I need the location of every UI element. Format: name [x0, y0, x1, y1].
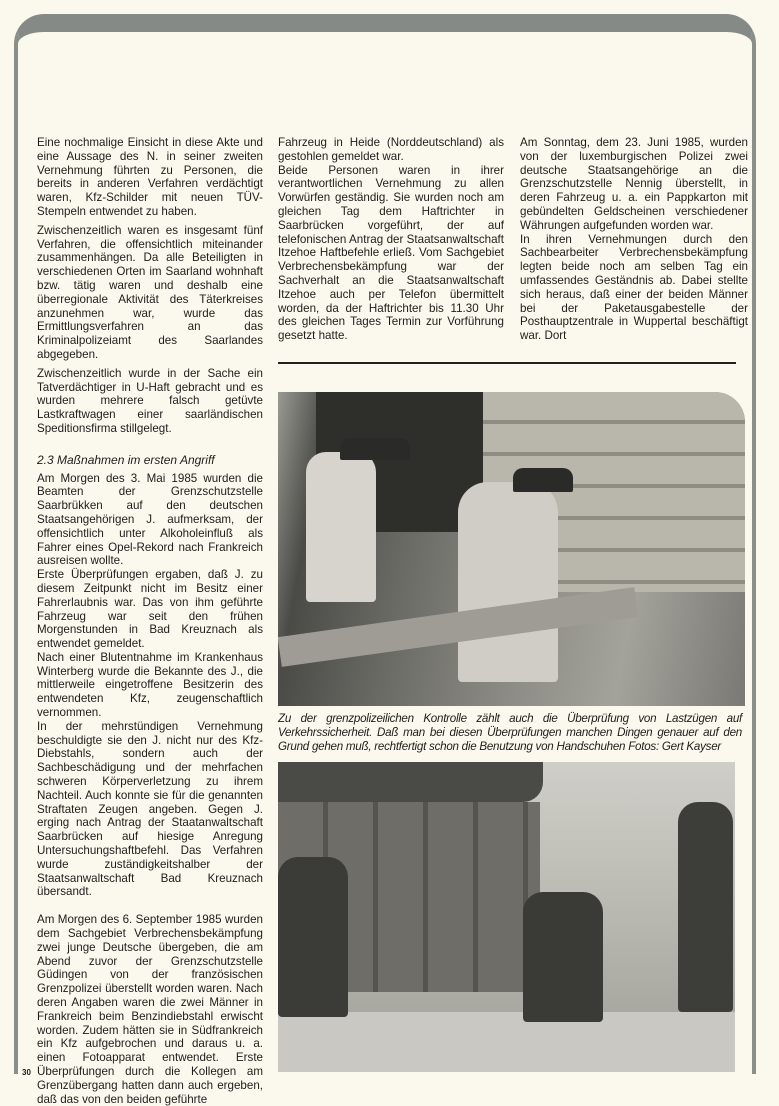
paragraph: In ihren Vernehmungen durch den Sachbearbeiter Verbrechensbekämpfung legten beide noch am selben Tag ein umfassendes Geständnis ab. Dabei stellte sich heraus, daß einer der beiden Männer bei der Paketausgabestelle der Posthauptzentrale in Wuppertal beschäftigt war. Dort [520, 232, 748, 343]
paragraph: Zwischenzeitlich wurde in der Sache ein Tatverdächtiger in U-Haft gebracht und es wurden mehrere falsch getüvte Lastkraftwagen einer saarländischen Speditionsfirma stillgelegt. [37, 366, 263, 435]
photo-caption: Zu der grenzpolizeilichen Kontrolle zählt auch die Überprüfung von Lastzügen auf Verkehrssicherheit. Daß man bei diesen Überprüfungen manchen Dingen genauer auf den Grund gehen muß, rechtfertigt schon die Benutzung von Handschuhen Fotos: Gert Kayser [278, 712, 742, 753]
paragraph: Beide Personen waren in ihrer verantwortlichen Vernehmung zu allen Vorwürfen geständig. Sie wurden noch am gleichen Tag dem Haftrichter in Saarbrücken vorgeführt, der auf telefonischen Antrag der Staatsanwaltschaft Itzehoe Haftbefehle erließ. Vom Sachgebiet Verbrechensbekämpfung war der Sachverhalt an die Staatsanwaltschaft Itzehoe auch per Telefon übermittelt worden, da der Haftrichter bis 11.30 Uhr des gleichen Tages Termin zur Vorführung gesetzt hatte. [278, 163, 504, 343]
photo-officer-crouching-1 [278, 857, 348, 1017]
photo-officer-2 [458, 482, 558, 682]
text-column-3 [520, 136, 748, 343]
text-column-2 [278, 136, 504, 343]
page-number: 30 [22, 1068, 31, 1077]
photo-officer-standing [678, 802, 733, 1012]
text-column-1 [37, 136, 263, 1106]
paragraph: Nach einer Blutentnahme im Krankenhaus Winterberg wurde die Bekannte des J., die mittlerweile eingetroffene Besitzerin des entwendeten Kfz, zeugenschaftlich vernommen. [37, 650, 263, 720]
photo-cap-1 [340, 438, 410, 460]
photo-ground [278, 1012, 735, 1072]
photo-truck-inspection-officers [278, 392, 745, 706]
photo-tarp [278, 762, 543, 802]
photo-officer-1 [306, 452, 376, 602]
paragraph: Erste Überprüfungen ergaben, daß J. zu diesem Zeitpunkt nicht im Besitz einer Fahrerlaubnis war. Das von ihm geführte Fahrzeug war seit den frühen Morgenstunden in Bad Kreuznach als entwendet gemeldet. [37, 568, 263, 651]
paragraph: Zwischenzeitlich waren es insgesamt fünf Verfahren, die offensichtlich miteinander zusammenhängen. Da alle Beteiligten in verschiedenen Orten im Saarland wohnhaft bzw. tätig waren und deshalb eine überregionale Aktivität des Täterkreises anzunehmen war, wurde das Ermittlungsverfahren an das Kriminalpolizeiamt des Saarlandes abgegeben. [37, 223, 263, 361]
paragraph: Eine nochmalige Einsicht in diese Akte und eine Aussage des N. in seiner zweiten Vernehmung führten zu Personen, die bereits in anderen Verfahren verdächtigt waren, Kfz-Schilder mit neuen TÜV-Stempeln entwendet zu haben. [37, 136, 263, 218]
paragraph: Am Morgen des 6. September 1985 wurden dem Sachgebiet Verbrechensbekämpfung zwei junge Deutsche übergeben, die am Abend zuvor der Grenzschutzstelle Güdingen von der französischen Grenzpolizei überstellt worden waren. Nach deren Angaben waren die zwei Männer in Frankreich beim Benzindiebstahl erwischt worden. Zudem hätten sie in Südfrankreich ein Kfz aufgebrochen und daraus u. a. einen Fotoapparat entwendet. Erste Überprüfungen durch die Kollegen am Grenzübergang hatten dann auch ergeben, daß das von den beiden geführte [37, 913, 263, 1106]
paragraph: In der mehrstündigen Vernehmung beschuldigte sie den J. nicht nur des Kfz-Diebstahls, sondern auch der Sachbeschädigung und der mehrfachen schweren Körperverletzung zu ihrem Nachteil. Auch konnte sie für die genannten Straftaten Zeugen angeben. Gegen J. erging nach Antrag der Staatanwaltschaft Saarbrücken auf hiesige Anregung Untersuchungshaftbefehl. Das Verfahren wurde zuständigkeitshalber der Staatsanwaltschaft Bad Kreuznach übersandt. [37, 719, 263, 899]
photo-truck-rear-inspection [278, 762, 735, 1072]
section-heading: 2.3 Maßnahmen im ersten Angriff [37, 452, 215, 467]
paragraph: Am Morgen des 3. Mai 1985 wurden die Beamten der Grenzschutzstelle Saarbrükken auf den deutschen Staatsangehörigen J. aufmerksam, der offensichtlich unter Alkoholeinfluß als Fahrer eines Opel-Rekord nach Frankreich ausreisen wollte. [37, 471, 263, 568]
divider-rule [278, 362, 736, 364]
photo-cap-2 [513, 468, 573, 492]
paragraph: Am Sonntag, dem 23. Juni 1985, wurden von der luxemburgischen Polizei zwei deutsche Staatsangehörige an die Grenzschutzstelle Nennig überstellt, in deren Fahrzeug u. a. ein Pappkarton mit gebündelten Geldscheinen verschiedener Währungen aufgefunden worden war. [520, 136, 748, 232]
photo-officer-crouching-2 [523, 892, 603, 1022]
paragraph: Fahrzeug in Heide (Norddeutschland) als gestohlen gemeldet war. [278, 136, 504, 163]
